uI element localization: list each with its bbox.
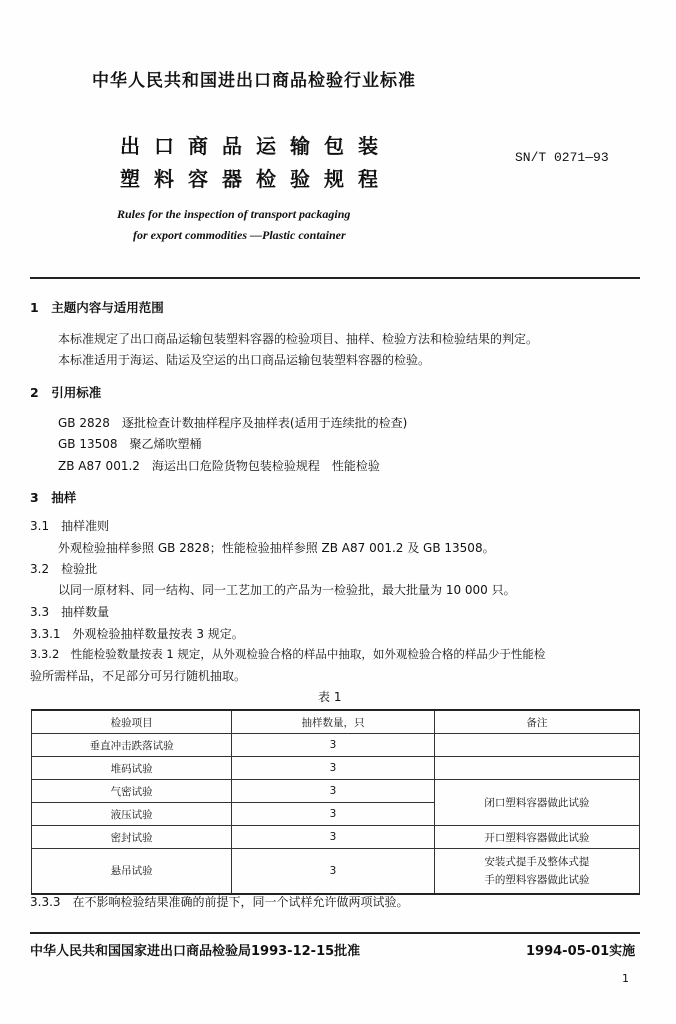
note-handle-line-2: 手的塑料容器做此试验 — [484, 874, 590, 886]
header-remarks: 备注 — [434, 710, 639, 734]
cell-item: 气密试验 — [32, 780, 232, 803]
cell-qty: 3 — [232, 734, 434, 757]
cell-qty: 3 — [232, 826, 434, 849]
header-inspection-item: 检验项目 — [32, 710, 232, 734]
reference-item: GB 13508 聚乙烯吹塑桶 — [58, 437, 202, 451]
cell-item: 悬吊试验 — [32, 849, 232, 895]
cell-qty: 3 — [232, 780, 434, 803]
cell-item: 堆码试验 — [32, 757, 232, 780]
table-row — [32, 849, 640, 895]
standard-code: SN/T 0271—93 — [515, 150, 609, 165]
section-3-2-heading: 3.2 检验批 — [30, 562, 98, 576]
section-1-heading: 1 主题内容与适用范围 — [30, 300, 164, 315]
table-row — [32, 780, 640, 803]
footer-divider — [30, 932, 640, 934]
cell-item: 密封试验 — [32, 826, 232, 849]
cell-note-open: 开口塑料容器做此试验 — [434, 826, 639, 849]
cell-note — [434, 757, 639, 780]
effective-date: 1994-05-01实施 — [526, 944, 636, 959]
title-line-1: 出口商品运输包装 — [120, 134, 392, 158]
section-3-3-3-text: 3.3.3 在不影响检验结果准确的前提下，同一个试样允许做两项试验。 — [30, 895, 409, 909]
section-1-para-1: 本标准规定了出口商品运输包装塑料容器的检验项目、抽样、检验方法和检验结果的判定。 — [58, 332, 539, 346]
header-sample-quantity: 抽样数量，只 — [232, 710, 434, 734]
section-3-heading: 3 抽样 — [30, 490, 77, 505]
section-1-para-2: 本标准适用于海运、陆运及空运的出口商品运输包装塑料容器的检验。 — [58, 353, 431, 367]
table-header-row — [32, 710, 640, 734]
sampling-table — [31, 709, 640, 895]
issuing-organization: 中华人民共和国进出口商品检验行业标准 — [92, 71, 416, 91]
cell-qty: 3 — [232, 849, 434, 895]
table-row — [32, 757, 640, 780]
note-handle-line-1: 安装式提手及整体式提 — [484, 856, 590, 868]
english-title-line-1: Rules for the inspection of transport packaging — [117, 207, 351, 221]
section-3-3-1-text: 3.3.1 外观检验抽样数量按表 3 规定。 — [30, 627, 244, 641]
section-3-3-2-line-2: 验所需样品，不足部分可另行随机抽取。 — [30, 669, 247, 683]
reference-item: GB 2828 逐批检查计数抽样程序及抽样表(适用于连续批的检查) — [58, 416, 408, 430]
section-2-heading: 2 引用标准 — [30, 385, 102, 400]
english-title-line-2: for export commodities —Plastic container — [133, 228, 346, 242]
table-caption: 表 1 — [318, 690, 342, 704]
cell-note-handle — [434, 849, 639, 895]
table-row — [32, 826, 640, 849]
section-3-2-text: 以同一原材料、同一结构、同一工艺加工的产品为一检验批，最大批量为 10 000 只。 — [58, 583, 516, 597]
page-number: 1 — [622, 972, 629, 985]
section-3-3-heading: 3.3 抽样数量 — [30, 605, 110, 619]
header-divider — [30, 277, 640, 279]
reference-item: ZB A87 001.2 海运出口危险货物包装检验规程 性能检验 — [58, 459, 380, 473]
table-row — [32, 734, 640, 757]
section-3-3-2-line-1: 3.3.2 性能检验数量按表 1 规定，从外观检验合格的样品中抽取，如外观检验合格的样品少于性能检 — [30, 647, 546, 661]
title-line-2: 塑料容器检验规程 — [120, 167, 392, 191]
cell-note-closed: 闭口塑料容器做此试验 — [434, 780, 639, 826]
cell-qty: 3 — [232, 803, 434, 826]
cell-qty: 3 — [232, 757, 434, 780]
cell-note — [434, 734, 639, 757]
cell-item: 液压试验 — [32, 803, 232, 826]
approval-statement: 中华人民共和国国家进出口商品检验局1993-12-15批准 — [30, 944, 361, 959]
cell-item: 垂直冲击跌落试验 — [32, 734, 232, 757]
section-3-1-text: 外观检验抽样参照 GB 2828；性能检验抽样参照 ZB A87 001.2 及 GB 13508。 — [58, 541, 495, 555]
section-3-1-heading: 3.1 抽样准则 — [30, 519, 110, 533]
